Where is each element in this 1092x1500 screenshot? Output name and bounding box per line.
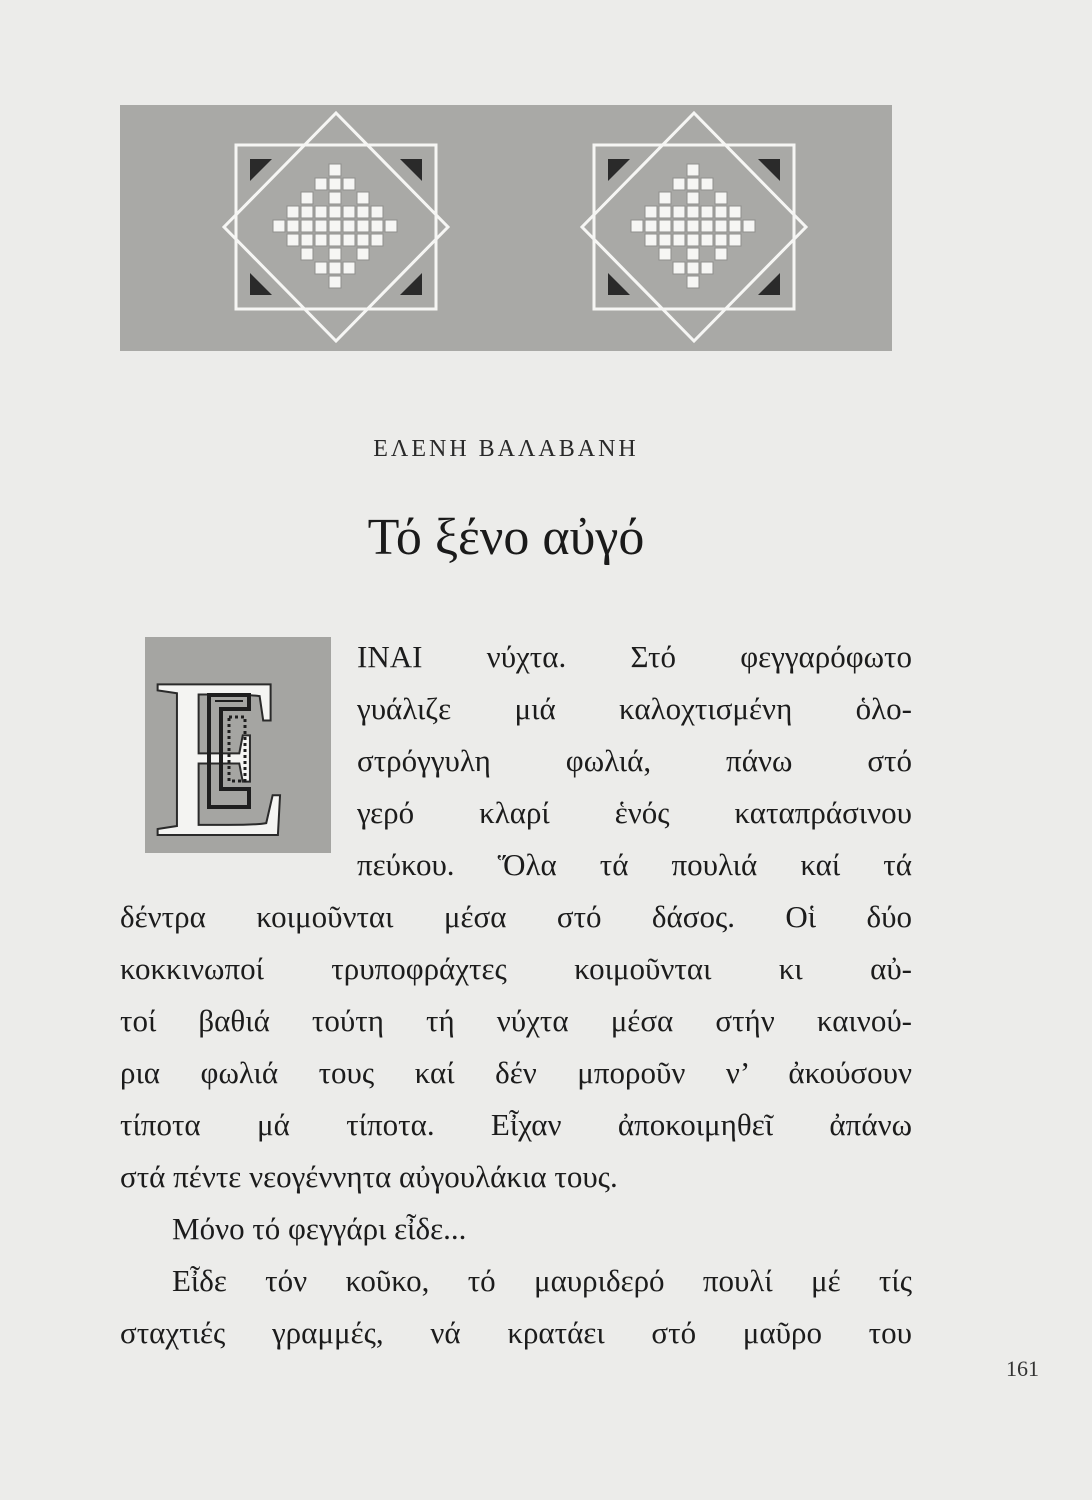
motif-stitch [357,248,369,260]
motif-stitch [343,206,355,218]
motif-corner [400,159,422,181]
motif-stitch [343,220,355,232]
motif-stitch [371,234,383,246]
motif-stitch [687,276,699,288]
motif-stitch [715,234,727,246]
motif-stitch [645,234,657,246]
motif-stitch [357,234,369,246]
text-line: ρια φωλιά τους καί δέν μποροῦν ν’ ἀκούσουν [120,1055,912,1090]
motif-stitch [371,220,383,232]
motif-stitch [287,234,299,246]
text-line: τοί βαθιά τούτη τή νύχτα μέσα στήν καινού- [120,1003,912,1038]
motif-stitch [743,220,755,232]
motif-stitch [701,262,713,274]
motif-stitch [659,234,671,246]
motif-stitch [385,220,397,232]
ornament-banner [120,105,892,351]
motif-stitch [631,220,643,232]
ornament-motif-1 [224,113,448,341]
motif-stitch [715,192,727,204]
motif-stitch [329,206,341,218]
text-line: πεύκου. Ὅλα τά πουλιά καί τά [357,847,912,882]
motif-stitch [343,262,355,274]
paragraph-line: Εἶδε τόν κοῦκο, τό μαυριδερό πουλί μέ τίς [172,1263,912,1298]
text-line: στά πέντε νεογέννητα αὐγουλάκια τους. [120,1159,618,1194]
ornament-graphic [120,105,892,351]
motif-stitch [715,206,727,218]
motif-stitch [701,206,713,218]
motif-corner [400,273,422,295]
motif-stitch [315,206,327,218]
motif-stitch [701,234,713,246]
motif-stitch [701,220,713,232]
story-title: Τό ξένο αὐγό [367,509,645,566]
motif-stitch [645,220,657,232]
motif-stitch [371,206,383,218]
motif-stitch [673,234,685,246]
motif-stitch [301,234,313,246]
motif-stitch [301,220,313,232]
motif-stitch [329,164,341,176]
motif-corner [250,159,272,181]
text-line: στρόγγυλη φωλιά, πάνω στό [357,743,912,778]
motif-stitch [687,248,699,260]
motif-stitch [329,262,341,274]
motif-stitch [343,178,355,190]
motif-stitch [687,262,699,274]
motif-corner [758,273,780,295]
motif-stitch [659,248,671,260]
text-line: τίποτα μά τίποτα. Εἶχαν ἀποκοιμηθεῖ ἀπάνω [120,1107,912,1142]
motif-corner [250,273,272,295]
motif-stitch [329,234,341,246]
motif-stitch [315,220,327,232]
drop-cap-letter-graphic [145,637,331,853]
motif-stitch [687,220,699,232]
motif-stitch [287,206,299,218]
motif-stitch [287,220,299,232]
motif-stitch [343,234,355,246]
drop-cap-letter: Ε [151,637,292,853]
motif-stitch [357,220,369,232]
text-line: γυάλιζε μιά καλοχτισμένη ὁλο- [357,691,912,726]
text-line: γερό κλαρί ἑνός καταπράσινου [357,795,912,830]
motif-stitch [729,234,741,246]
motif-stitch [659,206,671,218]
motif-stitch [329,276,341,288]
motif-stitch [659,220,671,232]
motif-stitch [645,206,657,218]
motif-stitch [659,192,671,204]
author-name: ΕΛΕΝΗ ΒΑΛΑΒΑΝΗ [373,436,639,462]
motif-stitch [315,262,327,274]
motif-stitch [357,192,369,204]
page-number: 161 [1006,1356,1039,1381]
text-line: κοκκινωποί τρυποφράχτες κοιμοῦνται κι αὐ- [120,951,912,986]
motif-stitch [687,178,699,190]
paragraph-line: Μόνο τό φεγγάρι εἶδε... [172,1211,467,1246]
motif-stitch [687,234,699,246]
motif-stitch [687,164,699,176]
motif-stitch [715,248,727,260]
motif-stitch [329,248,341,260]
motif-stitch [273,220,285,232]
motif-stitch [687,206,699,218]
text-line: δέντρα κοιμοῦνται μέσα στό δάσος. Οἱ δύο [120,899,912,934]
motif-stitch [701,178,713,190]
motif-stitch [715,220,727,232]
motif-stitch [329,178,341,190]
motif-stitch [301,248,313,260]
motif-stitch [301,206,313,218]
motif-stitch [729,220,741,232]
motif-stitch [673,262,685,274]
drop-cap [145,637,331,853]
motif-corner [758,159,780,181]
motif-stitch [687,192,699,204]
text-line: σταχτιές γραμμές, νά κρατάει στό μαῦρο του [120,1315,912,1350]
motif-stitch [329,220,341,232]
motif-stitch [673,220,685,232]
motif-corner [608,159,630,181]
motif-stitch [301,192,313,204]
motif-stitch [673,178,685,190]
motif-stitch [329,192,341,204]
motif-stitch [357,206,369,218]
motif-stitch [673,206,685,218]
motif-stitch [315,234,327,246]
text-line: ΙΝΑΙ νύχτα. Στό φεγγαρόφωτο [357,639,912,674]
motif-stitch [315,178,327,190]
motif-stitch [729,206,741,218]
motif-corner [608,273,630,295]
ornament-motif-2 [582,113,806,341]
